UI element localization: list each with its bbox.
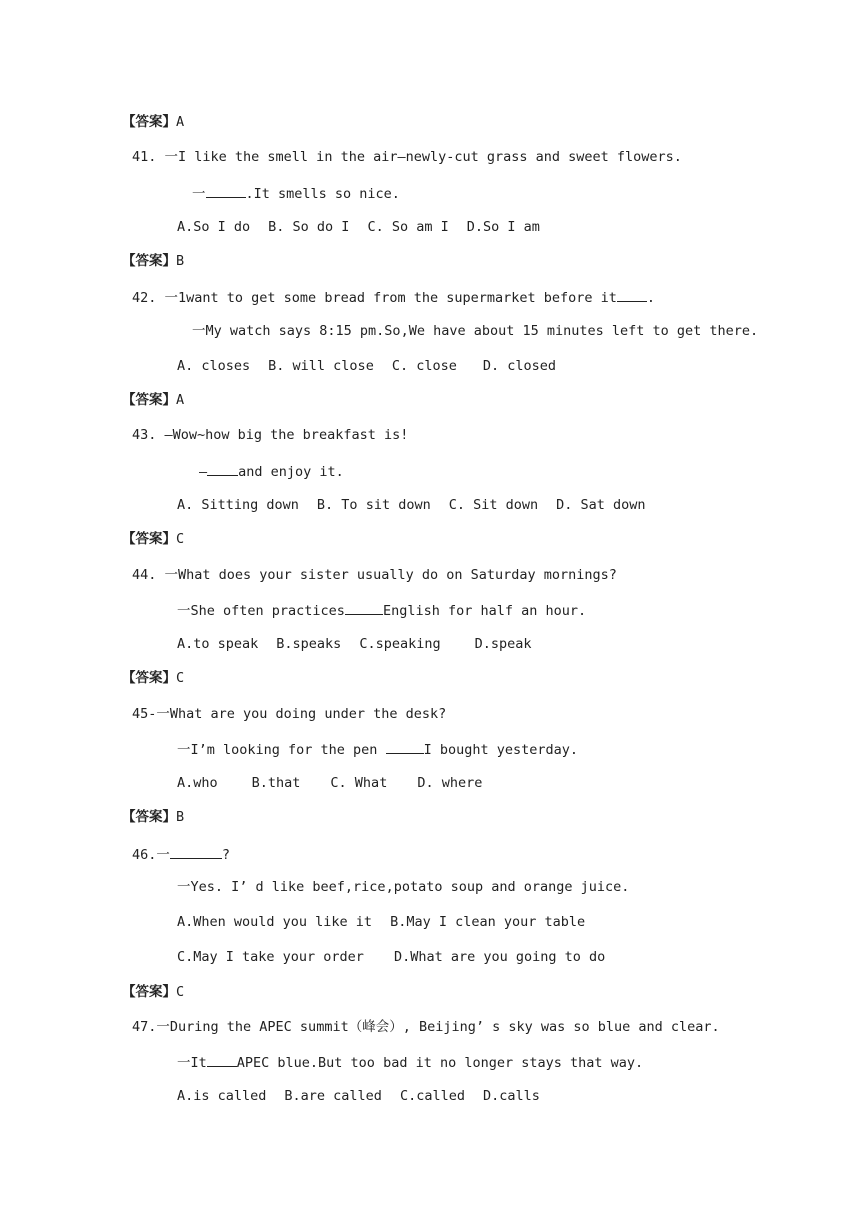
option-a: A. Sitting down	[177, 497, 299, 513]
question-text: During the APEC summit（峰会）, Beijing’ s sky was so blue and clear.	[169, 1019, 720, 1035]
answer-line: 【答案】C	[122, 531, 185, 547]
option-a: A. closes	[177, 358, 251, 374]
answer-value: A	[176, 392, 185, 408]
option-c: C. Sit down	[448, 497, 539, 513]
answer-value: C	[176, 531, 185, 547]
question-number: 45-一	[132, 706, 170, 722]
option-d: D. closed	[482, 358, 557, 374]
question-46: 46.一 ?	[132, 844, 230, 864]
question-text: I like the smell in the air—newly-cut grass and sweet flowers.	[178, 149, 682, 165]
answer-value: C	[176, 670, 185, 686]
answer-line: 【答案】A	[122, 392, 185, 408]
option-d: D. where	[417, 775, 483, 791]
answer-line: 【答案】B	[122, 253, 185, 269]
answer-blank	[170, 844, 222, 859]
answer-blank	[345, 600, 383, 615]
answer-line	[122, 113, 184, 131]
response-44: 一She often practices English for half an hour.	[177, 600, 586, 620]
answer-value: A	[176, 114, 185, 130]
answer-value: B	[176, 809, 185, 825]
option-d: D.What are you going to do	[393, 949, 606, 965]
question-number: 44. 一	[132, 567, 179, 583]
option-a: A.So I do	[177, 219, 251, 235]
answer-value: B	[176, 253, 185, 269]
answer-blank	[207, 461, 238, 476]
option-c: C. So am I	[367, 219, 449, 235]
option-d: D. Sat down	[556, 497, 646, 513]
options-43	[177, 496, 646, 514]
response-46: 一Yes. I’ d like beef,rice,potato soup and orange juice.	[177, 879, 630, 895]
answer-value: C	[176, 984, 185, 1000]
option-a: A.is called	[177, 1088, 267, 1104]
question-41	[132, 148, 682, 166]
response-43: — and enjoy it.	[199, 461, 344, 481]
response-45: 一I’m looking for the pen I bought yesterday.	[177, 739, 578, 759]
option-c: C.May I take your order	[177, 949, 364, 965]
options-45	[177, 774, 482, 792]
option-a: A.to speak	[177, 636, 259, 652]
answer-blank	[386, 739, 424, 754]
answer-line: 【答案】C	[122, 670, 185, 686]
option-c: C.speaking	[359, 636, 441, 652]
answer-label: 【答案】	[122, 114, 176, 130]
question-number: 47.一	[132, 1019, 170, 1035]
answer-blank	[207, 1052, 237, 1067]
option-a: A.who	[177, 775, 218, 791]
option-b: B.May I clean your table	[390, 914, 586, 930]
option-d: D.So I am	[466, 219, 540, 235]
option-c: C.called	[399, 1088, 465, 1104]
response-42: 一My watch says 8:15 pm.So,We have about 15 minutes left to get there.	[192, 323, 759, 339]
question-number: 41. 一	[132, 149, 179, 165]
answer-line: 【答案】B	[122, 809, 185, 825]
question-number: 42. 一	[132, 290, 179, 306]
question-number: 46.一	[132, 847, 170, 863]
option-d: D.speak	[474, 636, 532, 652]
options-46-row1	[177, 913, 585, 931]
question-text: What does your sister usually do on Saturday mornings?	[178, 567, 617, 583]
option-b: B.speaks	[276, 636, 342, 652]
question-number: 43. —	[132, 427, 173, 443]
question-text: What are you doing under the desk?	[169, 706, 447, 722]
answer-blank	[617, 287, 647, 302]
question-43	[132, 426, 408, 444]
answer-blank	[206, 183, 246, 198]
question-text: Wow~how big the breakfast is!	[172, 427, 409, 443]
option-b: B.are called	[284, 1088, 382, 1104]
question-text: 1want to get some bread from the supermarket before it	[178, 290, 617, 306]
option-b: B.that	[251, 775, 301, 791]
question-45	[132, 705, 446, 723]
answer-line: 【答案】C	[122, 984, 185, 1000]
response-41: 一 .It smells so nice.	[192, 183, 400, 203]
option-a: A.When would you like it	[177, 914, 373, 930]
option-c: C. What	[330, 775, 388, 791]
options-42	[177, 357, 556, 375]
option-b: B. To sit down	[316, 497, 431, 513]
options-46-row2	[177, 948, 605, 966]
options-41	[177, 218, 540, 236]
option-b: B. So do I	[268, 219, 350, 235]
option-b: B. will close	[268, 358, 374, 374]
option-c: C. close	[391, 358, 457, 374]
response-47: 一It APEC blue.But too bad it no longer stays that way.	[177, 1052, 643, 1072]
options-44	[177, 635, 532, 653]
question-42: 42. 一1want to get some bread from the supermarket before it .	[132, 287, 655, 307]
option-d: D.calls	[482, 1088, 540, 1104]
options-47	[177, 1087, 540, 1105]
question-44	[132, 566, 617, 584]
question-47	[132, 1018, 720, 1036]
